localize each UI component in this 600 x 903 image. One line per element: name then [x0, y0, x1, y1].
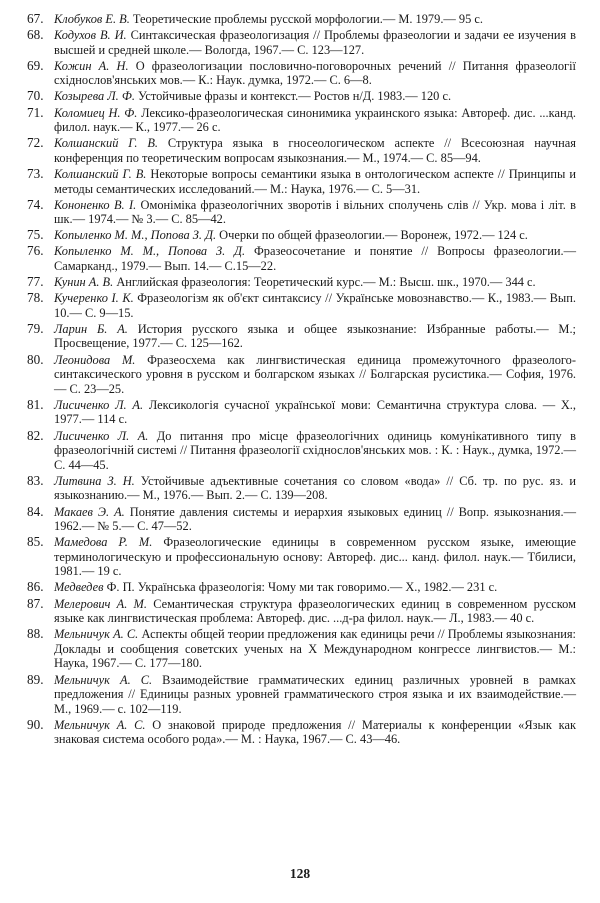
entry-number: 75.	[27, 227, 44, 243]
entry-author: Литвина З. Н.	[54, 473, 135, 488]
entry-number: 80.	[27, 351, 44, 367]
entry-text	[54, 244, 576, 273]
entry-text	[54, 291, 576, 320]
entry-number: 69.	[27, 57, 44, 73]
entry-citation: Некоторые вопросы семантики языка в онтологическом аспекте // Принципы и методы семантических исследований.— М.: Наука, 1976.— С. 5—31.	[54, 166, 576, 196]
entry-text	[54, 12, 576, 27]
entry-text	[54, 59, 576, 88]
entry-author: Лисиченко Л. А.	[54, 428, 149, 443]
entry-author: Кучеренко І. К.	[54, 291, 134, 306]
entry-number: 74.	[27, 196, 44, 212]
entry-author: Мельничук А. С.	[54, 627, 139, 642]
entry-text	[54, 275, 576, 290]
bibliography-entry	[27, 597, 576, 626]
entry-citation: Устойчивые фразы и контекст.— Ростов н/Д. 1983.— 120 с.	[134, 89, 452, 104]
page-number: 128	[289, 866, 311, 881]
entry-text	[54, 228, 576, 243]
entry-number: 84.	[27, 503, 44, 519]
bibliography-entry	[27, 89, 576, 104]
bibliography-entry	[27, 106, 576, 135]
bibliography-entry	[27, 167, 576, 196]
entry-citation: Семантическая структура фразеологических единиц в современном русском языке как лингвистическая проблема: Автореф. дис. ...д-ра филол. наук.— Л., 1983.— 40 с.	[54, 596, 576, 626]
entry-author: Кожин А. Н.	[54, 58, 129, 73]
bibliography-entry	[27, 59, 576, 88]
entry-text	[54, 106, 576, 135]
entry-citation: Синтаксическая фразеологизация // Проблемы фразеологии и задачи ее изучения в высшей и средней школе.— Вологда, 1967.— С. 123—127.	[54, 28, 576, 57]
entry-text	[54, 597, 576, 626]
bibliography-entry	[27, 12, 576, 27]
bibliography-entry	[27, 198, 576, 227]
entry-citation: Фразеосочетание и понятие // Вопросы фразеологии.— Самарканд., 1979.— Вып. 14.— С.15—22.	[54, 244, 577, 273]
bibliography-entry	[27, 353, 576, 397]
entry-text	[54, 136, 576, 165]
entry-author: Кононенко В. І.	[54, 197, 137, 212]
entry-author: Клобуков Е. В.	[54, 12, 130, 26]
entry-number: 81.	[27, 396, 44, 412]
bibliography-entry	[27, 228, 576, 243]
entry-number: 89.	[27, 671, 44, 687]
entry-text	[54, 28, 576, 57]
entry-text	[54, 398, 576, 427]
bibliography-entry	[27, 474, 576, 503]
entry-citation: Взаимодействие грамматических единиц различных уровней в рамках предложения // Единицы разных уровней грамматического строя языка и их взаимодействие.— М., 1969.— с. 102—119.	[54, 672, 576, 716]
entry-number: 73.	[27, 165, 44, 181]
bibliography-entry	[27, 535, 576, 579]
bibliography-list	[27, 12, 576, 747]
entry-author: Кодухов В. И.	[54, 28, 127, 43]
entry-number: 82.	[27, 427, 44, 443]
bibliography-entry	[27, 505, 576, 534]
entry-citation: Теоретические проблемы русской морфологии.— М. 1979.— 95 с.	[129, 12, 483, 26]
entry-author: Колшанский Г. В.	[54, 136, 159, 151]
entry-number: 70.	[27, 88, 44, 104]
entry-number: 67.	[27, 11, 44, 26]
bibliography-entry	[27, 718, 576, 747]
entry-text	[54, 474, 576, 503]
entry-author: Копыленко М. М., Попова З. Д.	[54, 244, 246, 259]
entry-citation: О фразеологизации пословично-поговорочных речений // Питання фразеології східнослов'янських мов.— К.: Наук. думка, 1972.— С. 6—8.	[54, 58, 577, 88]
bibliography-entry	[27, 627, 576, 671]
entry-citation: Очерки по общей фразеологии.— Воронеж, 1972.— 124 с.	[216, 228, 528, 243]
entry-number: 88.	[27, 626, 44, 642]
entry-number: 85.	[27, 534, 44, 550]
entry-text	[54, 627, 576, 671]
entry-citation: О знаковой природе предложения // Материалы к конференции «Язык как знаковая система особого рода».— М. : Наука, 1967.— С. 43—46.	[54, 717, 576, 747]
entry-citation: Ф. П. Українська фразеологія: Чому ми так говоримо.— Х., 1982.— 231 с.	[103, 580, 498, 595]
entry-number: 77.	[27, 274, 44, 290]
entry-citation: Устойчивые адъективные сочетания со словом «вода» // Сб. тр. по рус. яз. и языкознанию.— М., 1976.— Вып. 2.— С. 139—208.	[54, 473, 576, 503]
bibliography-entry	[27, 28, 576, 57]
entry-text	[54, 322, 576, 351]
entry-number: 68.	[27, 27, 44, 43]
entry-author: Козырева Л. Ф.	[54, 89, 135, 104]
entry-citation: Аспекты общей теории предложения как единицы речи // Проблемы языкознания: Доклады и сообщения советских ученых на X Международном конгрессе лингвистов.— М.: Наука, 1967.— С. 177—180.	[54, 627, 576, 671]
entry-citation: История русского языка и общее языкознание: Избранные работы.— М.; Просвещение, 1977.— С. 125—162.	[54, 321, 576, 351]
entry-number: 78.	[27, 290, 44, 306]
bibliography-entry	[27, 580, 576, 595]
entry-text	[54, 167, 576, 196]
entry-citation: Фразеологические единицы в современном русском языке, имеющие терминологическую и профессиональную основу: Автореф. дис... канд. филол. наук.— Тбилиси, 1981.— 19 с.	[54, 535, 576, 579]
entry-citation: Понятие давления системы и иерархия языковых единиц // Вопр. языкознания.— 1962.— № 5.— С. 47—52.	[54, 504, 576, 534]
entry-number: 87.	[27, 595, 44, 611]
entry-author: Мельничук А. С.	[54, 672, 153, 687]
bibliography-entry	[27, 429, 576, 473]
entry-author: Макаев Э. А.	[54, 504, 125, 519]
entry-text	[54, 535, 576, 579]
entry-author: Мелерович А. М.	[54, 596, 147, 611]
entry-author: Ларин Б. А.	[54, 321, 128, 336]
entry-number: 72.	[27, 135, 44, 151]
entry-citation: Английская фразеология: Теоретический курс.— М.: Высш. шк., 1970.— 344 с.	[113, 275, 536, 290]
entry-number: 79.	[27, 320, 44, 336]
entry-author: Колшанский Г. В.	[54, 166, 147, 181]
bibliography-entry	[27, 275, 576, 290]
entry-citation: До питання про місце фразеологічних одиниць комунікативного типу в фразеологічній системі // Питання фразеології східнослов'янських мов. : К. : Наук., думка, 1972.— С. 44—45.	[54, 428, 576, 472]
entry-author: Медведев	[54, 580, 104, 595]
entry-author: Коломиец Н. Ф.	[54, 105, 138, 120]
entry-text	[54, 353, 576, 397]
entry-author: Мельничук А. С.	[54, 717, 146, 732]
entry-number: 90.	[27, 716, 44, 732]
entry-author: Кунин А. В.	[54, 275, 114, 290]
entry-text	[54, 89, 576, 104]
entry-number: 71.	[27, 104, 44, 120]
bibliography-entry	[27, 136, 576, 165]
entry-text	[54, 673, 576, 717]
entry-citation: Лексикологія сучасної української мови: Семантична структура слова. — Х., 1977.— 114 с.	[54, 397, 576, 427]
entry-number: 83.	[27, 472, 44, 488]
entry-text	[54, 429, 576, 473]
entry-citation: Фразеосхема как лингвистическая единица промежуточного фразеолого-синтаксического уровня в русском и болгарском языках // Болгарская русистика.— София, 1976.— С. 23—25.	[54, 352, 577, 396]
entry-text	[54, 505, 576, 534]
entry-author: Леонидова М.	[54, 352, 136, 367]
bibliography-entry	[27, 398, 576, 427]
entry-citation: Структура языка в гносеологическом аспекте // Всесоюзная научная конференция по теоретическим вопросам языкознания.— М., 1974.— С. 85—94.	[54, 136, 576, 165]
entry-author: Лисиченко Л. А.	[54, 397, 144, 412]
entry-number: 86.	[27, 579, 44, 595]
entry-text	[54, 718, 576, 747]
entry-text	[54, 580, 576, 595]
entry-number: 76.	[27, 243, 44, 259]
bibliography-entry	[27, 291, 576, 320]
entry-citation: Фразеологізм як об'єкт синтаксису // Українське мовознавство.— К., 1983.— Вып. 10.— С. 9—15.	[54, 291, 576, 320]
entry-text	[54, 198, 576, 227]
bibliography-entry	[27, 244, 576, 273]
entry-citation: Омоніміка фразеологічних зворотів і вільних сполучень слів // Укр. мова і літ. в шк.— 1974.— № 3.— С. 85—42.	[54, 197, 576, 227]
entry-author: Мамедова Р. М.	[54, 535, 153, 550]
entry-citation: Лексико-фразеологическая синонимика украинского языка: Автореф. дис. ...канд. филол. наук.— К., 1977.— 26 с.	[54, 105, 576, 135]
bibliography-entry	[27, 673, 576, 717]
entry-author: Копыленко М. М., Попова З. Д.	[54, 228, 217, 243]
bibliography-entry	[27, 322, 576, 351]
